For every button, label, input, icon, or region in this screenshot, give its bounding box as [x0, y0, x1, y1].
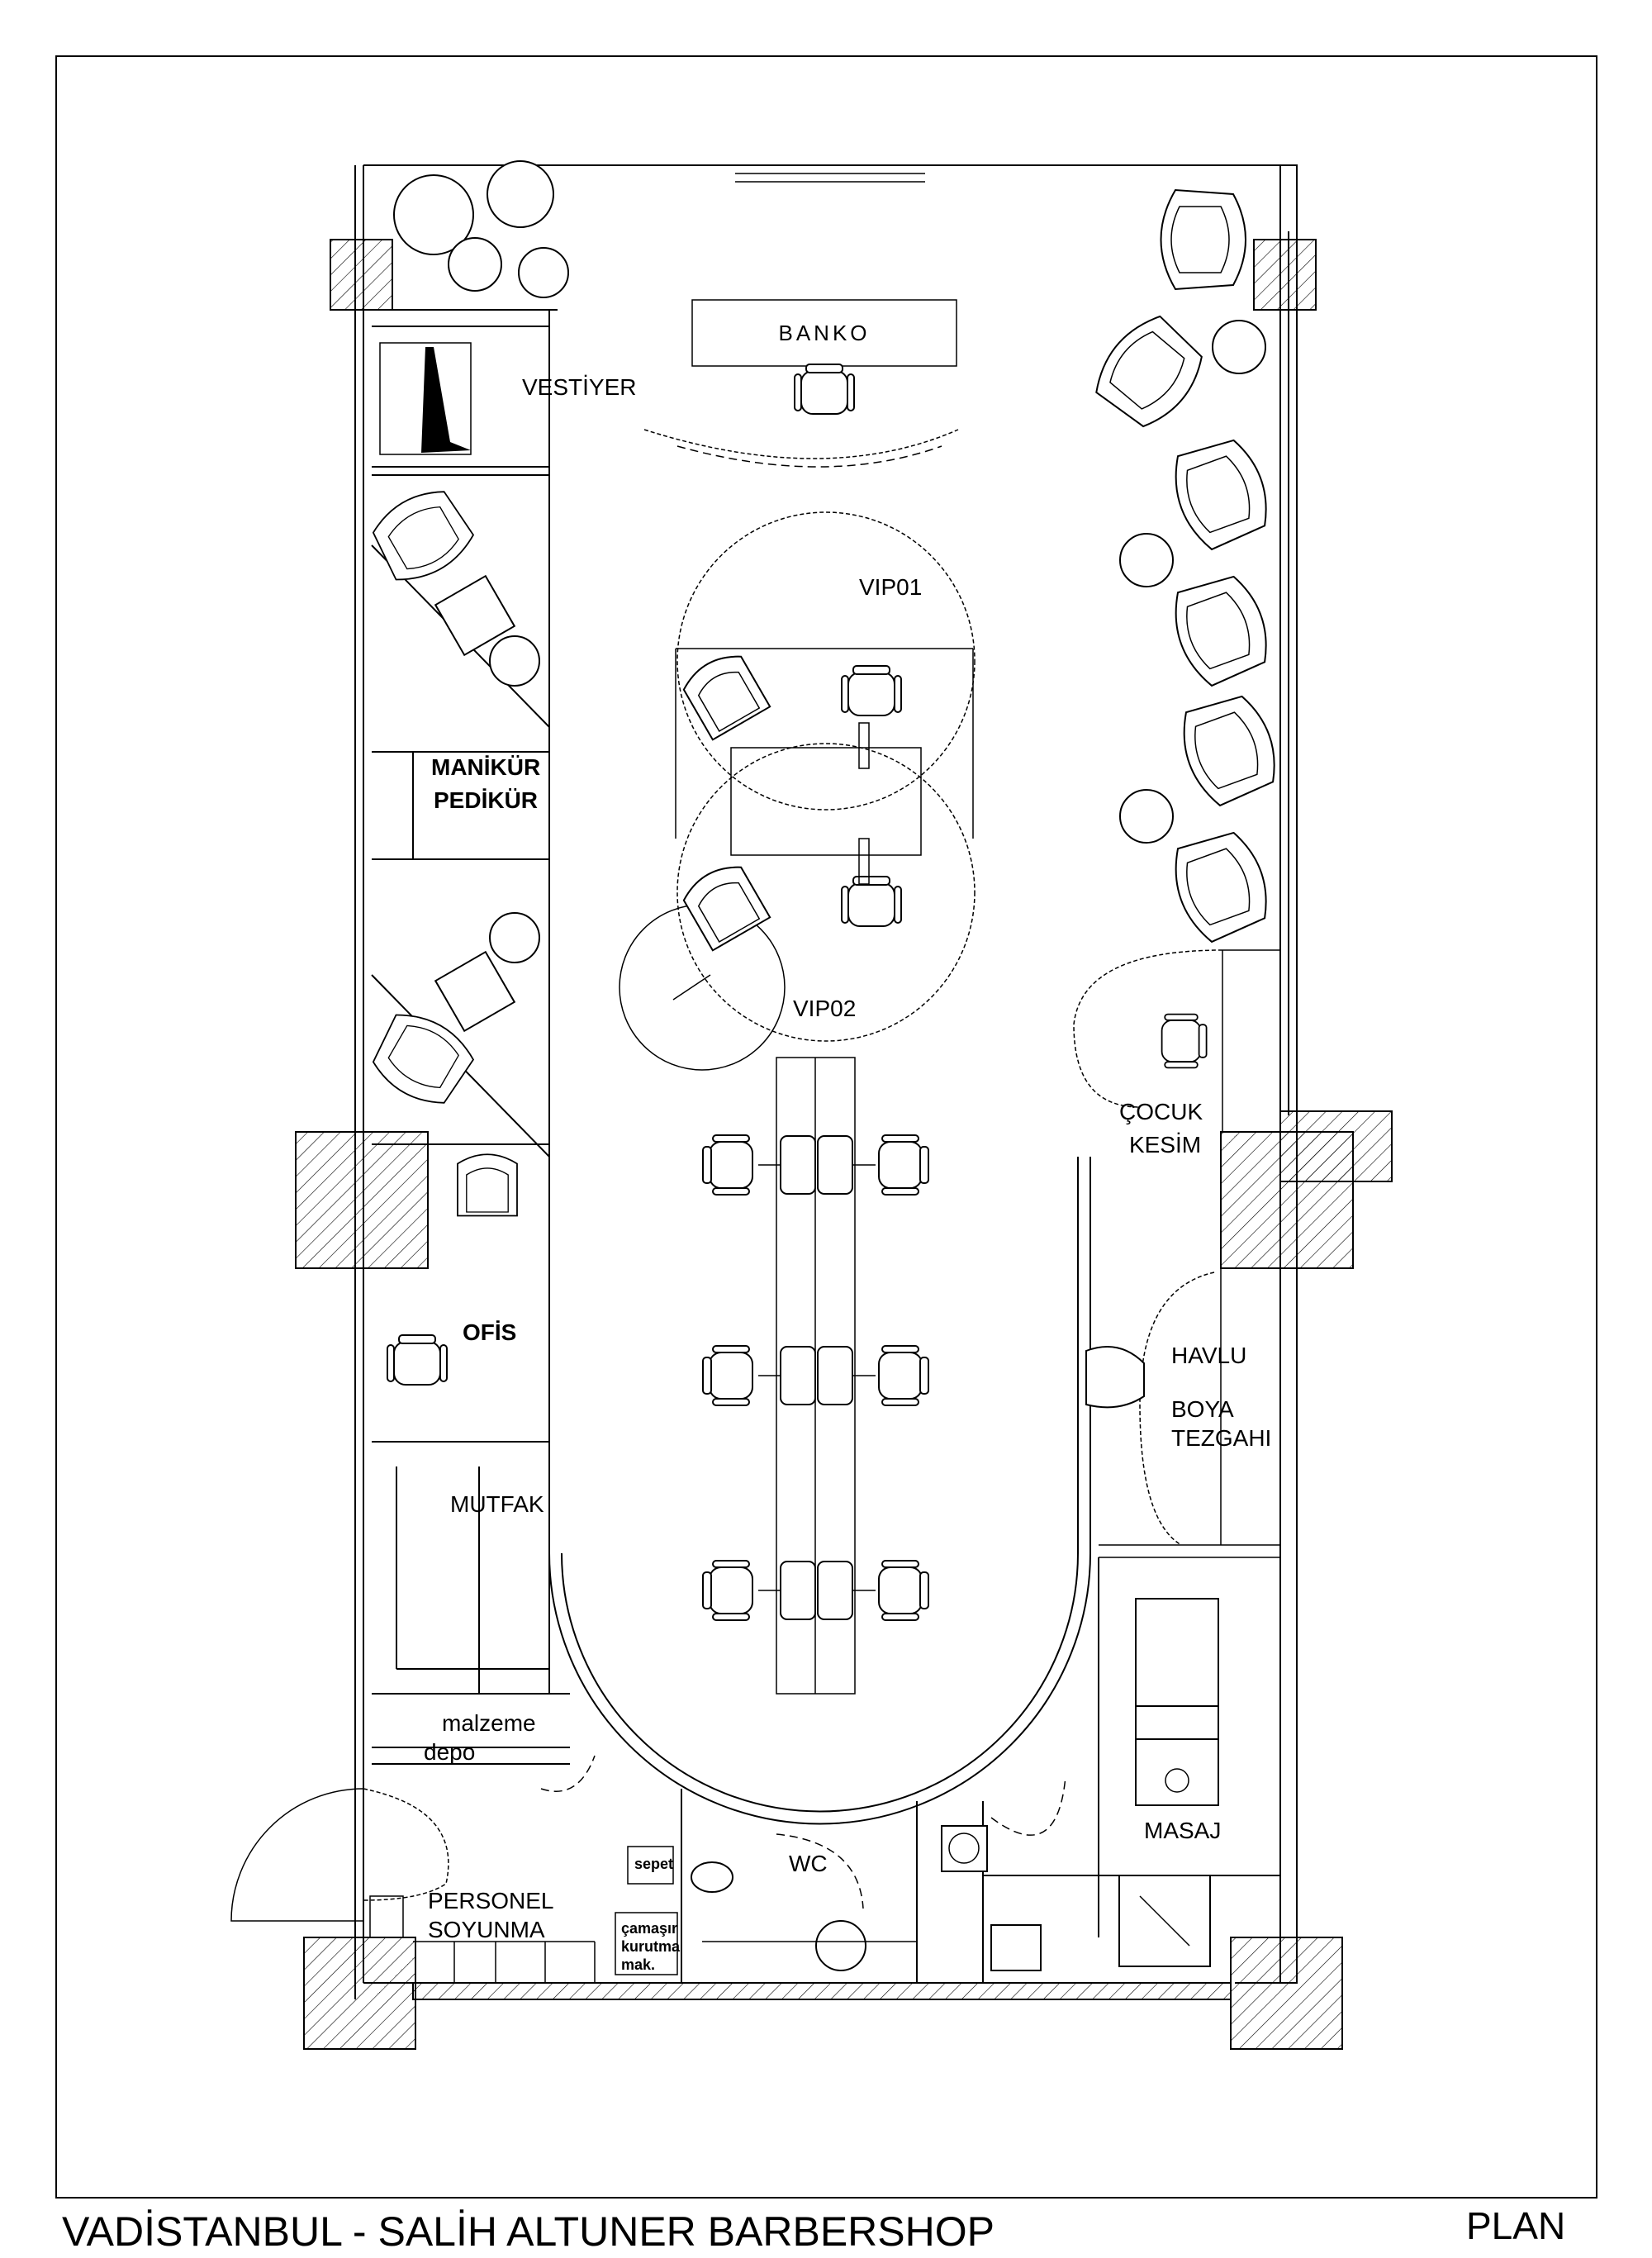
boya-label: BOYA — [1171, 1396, 1234, 1422]
camasir-label: çamaşır — [621, 1920, 678, 1937]
sepet-label: sepet — [634, 1856, 674, 1872]
tezgahi-label: TEZGAHI — [1171, 1425, 1272, 1451]
banko-label: BANKO — [778, 321, 871, 345]
kesim-label: KESİM — [1129, 1132, 1202, 1158]
entrance-door — [735, 174, 925, 182]
soyunma-label: SOYUNMA — [428, 1917, 545, 1942]
station-row — [703, 1135, 928, 1195]
station-row — [703, 1561, 928, 1620]
masaj-label: MASAJ — [1144, 1818, 1222, 1843]
column — [296, 1132, 428, 1268]
personel-label: PERSONEL — [428, 1888, 554, 1913]
kurutma-label: kurutma — [621, 1938, 681, 1955]
sheet-name: PLAN — [1466, 2204, 1566, 2247]
massage-room — [983, 1557, 1280, 1966]
station-row — [703, 1346, 928, 1405]
havlu-label: HAVLU — [1171, 1343, 1247, 1368]
pedikur-label: PEDİKÜR — [434, 787, 539, 813]
column — [1280, 1111, 1392, 1181]
wc-label: WC — [789, 1851, 828, 1876]
vip02-label: VIP02 — [793, 996, 857, 1021]
cocuk-label: ÇOCUK — [1119, 1099, 1203, 1124]
round-tables — [394, 161, 1265, 963]
depo-label: depo — [424, 1739, 476, 1765]
column — [1231, 1937, 1342, 2049]
barber-stations — [703, 1058, 928, 1694]
column — [1254, 240, 1316, 310]
vip01-label: VIP01 — [859, 574, 923, 600]
vestiyer-label: VESTİYER — [522, 374, 637, 400]
ofis-label: OFİS — [463, 1319, 517, 1345]
manikur-label: MANİKÜR — [431, 754, 541, 780]
drawing-title: VADİSTANBUL - SALİH ALTUNER BARBERSHOP — [62, 2208, 995, 2255]
reception-counter — [644, 300, 958, 467]
malzeme-label: malzeme — [442, 1710, 536, 1736]
mak-label: mak. — [621, 1956, 656, 1973]
mutfak-label: MUTFAK — [450, 1491, 544, 1517]
wardrobe — [380, 343, 471, 454]
column — [304, 1937, 415, 2049]
column — [330, 240, 392, 310]
